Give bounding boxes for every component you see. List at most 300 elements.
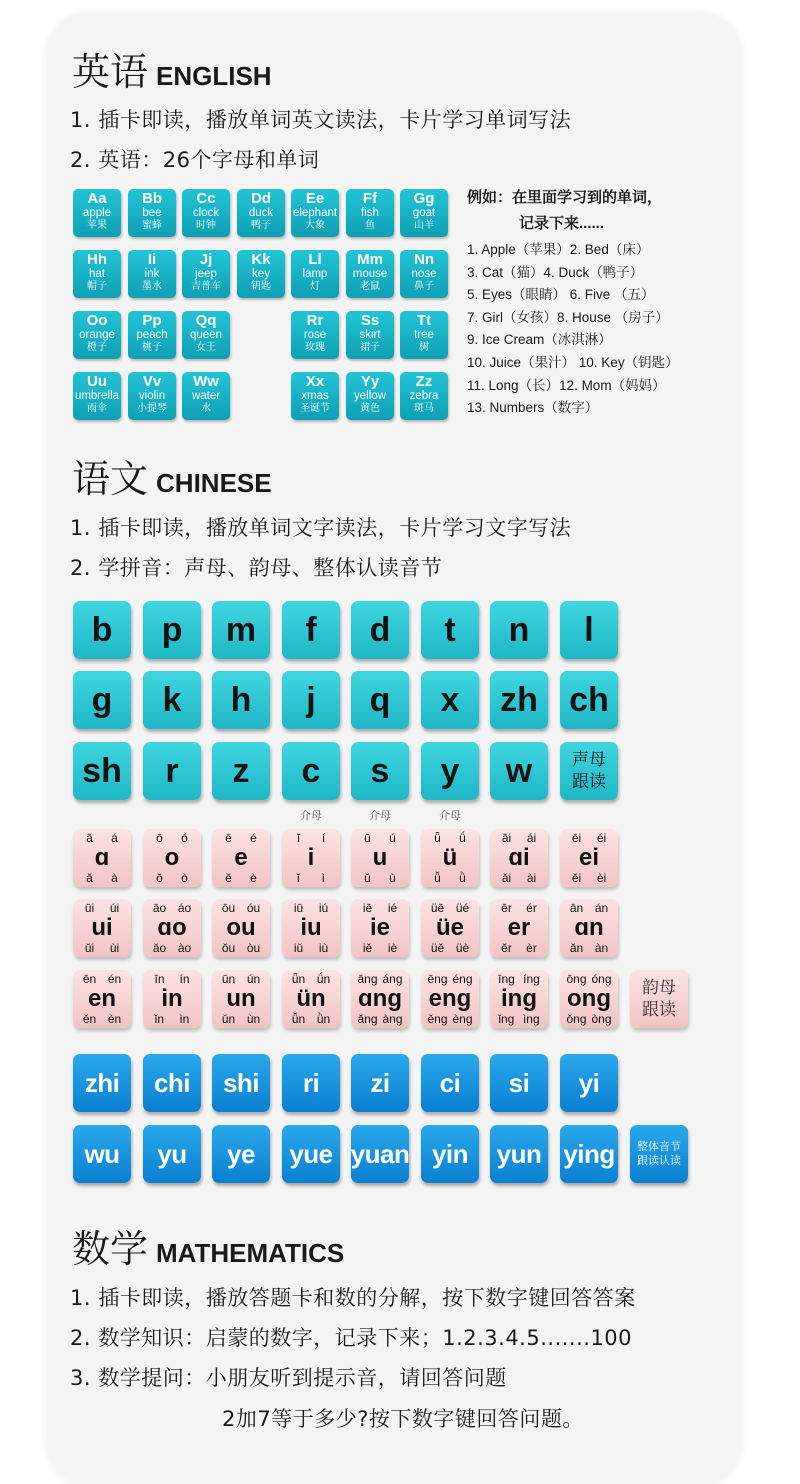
example-item: 3. Cat（猫）4. Duck（鸭子）: [467, 264, 644, 280]
final-tile-i[interactable]: [282, 829, 340, 887]
initial-tile-p[interactable]: p: [143, 601, 201, 659]
final-main: in: [161, 985, 183, 1012]
letter-card-a[interactable]: [73, 189, 121, 237]
letter-card-h[interactable]: [73, 250, 121, 298]
syllable-tile-ye[interactable]: ye: [212, 1125, 270, 1183]
letter-card-d[interactable]: [237, 189, 285, 237]
initial-tile-w[interactable]: w: [490, 742, 548, 800]
final-main: er: [507, 914, 531, 941]
tone-1: ūi: [84, 901, 95, 915]
tone-2: óng: [591, 972, 612, 986]
letter-card-s[interactable]: [346, 311, 394, 359]
syllable-tile-yu[interactable]: yu: [143, 1125, 201, 1183]
letter-card-x[interactable]: [291, 372, 339, 420]
tone-2: án: [594, 901, 609, 915]
tone-4: àn: [594, 941, 609, 955]
letter-card-e[interactable]: [291, 189, 339, 237]
english-line-2: 2. 英语：26个字母和单词: [70, 148, 320, 172]
letter-card-g[interactable]: [400, 189, 448, 237]
chinese-line-2: 2. 学拼音：声母、韵母、整体认读音节: [70, 556, 443, 580]
tone-4: òng: [591, 1012, 612, 1026]
tone-1: ān: [569, 901, 584, 915]
finals-follow-read-tile[interactable]: [630, 970, 688, 1028]
english-section-title: [72, 50, 272, 98]
example-item: 10. Juice（果汁） 10. Key（钥匙）: [467, 354, 679, 370]
letter-card-letter: Ff: [362, 190, 378, 207]
final-main: un: [226, 985, 256, 1012]
syllable-tile-wu[interactable]: wu: [73, 1125, 131, 1183]
letter-card-word: nose: [411, 268, 437, 280]
tone-2: á: [111, 831, 118, 845]
example-item: 5. Eyes（眼睛） 6. Five （五）: [467, 287, 655, 303]
letter-card-letter: Ll: [308, 251, 322, 268]
letter-card-cn: 苹果: [87, 220, 107, 231]
letter-card-word: hat: [89, 268, 105, 280]
syllables-label-line-2: 跟读认读: [637, 1155, 681, 1167]
syllable-tile-ri[interactable]: ri: [282, 1054, 340, 1112]
letter-card-cn: 山羊: [414, 220, 434, 231]
final-tile-ie[interactable]: [351, 899, 409, 957]
tone-2: ér: [526, 901, 537, 915]
letter-card-cn: 时钟: [196, 220, 216, 231]
final-tile-üe[interactable]: [421, 899, 479, 957]
tone-2: ái: [526, 831, 537, 845]
tone-1: ǖ: [434, 831, 441, 845]
final-tones-bottom: [490, 941, 548, 955]
syllable-tile-yi[interactable]: yi: [560, 1054, 618, 1112]
letter-card-cn: 鱼: [365, 220, 375, 231]
final-tile-in[interactable]: [143, 970, 201, 1028]
letter-card-cn: 钥匙: [251, 281, 271, 292]
letter-card-letter: Dd: [251, 190, 271, 207]
tone-2: é: [250, 831, 257, 845]
finals-label-line-2: 跟读: [642, 1000, 676, 1019]
tone-4: ào: [177, 941, 192, 955]
tone-3: ǎ: [86, 871, 93, 885]
tone-2: üé: [455, 901, 470, 915]
initials-follow-read-tile[interactable]: [560, 742, 618, 800]
tone-1: īng: [498, 972, 515, 986]
letter-card-letter: Tt: [416, 312, 432, 329]
letter-card-letter: Bb: [142, 190, 162, 207]
english-title-en: ENGLISH: [156, 61, 272, 91]
final-tile-ɑo[interactable]: [143, 899, 201, 957]
letter-card-cn: 圣诞节: [300, 403, 330, 414]
final-tones-bottom: [73, 941, 131, 955]
initial-tile-m[interactable]: m: [212, 601, 270, 659]
final-tile-ong[interactable]: [560, 970, 618, 1028]
initial-tile-h[interactable]: h: [212, 671, 270, 729]
final-tile-ing[interactable]: [490, 970, 548, 1028]
final-main: u: [372, 844, 388, 871]
tone-4: ùi: [109, 941, 120, 955]
letter-card-cn: 裙子: [360, 342, 380, 353]
letter-card-cn: 水: [201, 403, 211, 414]
tone-3: ǚ: [434, 871, 441, 885]
tone-3: ǔ: [364, 871, 371, 885]
final-tones-bottom: [212, 871, 270, 885]
letter-card-word: water: [191, 390, 221, 402]
letter-card-letter: Cc: [196, 190, 216, 207]
tone-1: iū: [293, 901, 304, 915]
letter-card-cn: 雨伞: [87, 403, 107, 414]
tone-1: ūn: [221, 972, 236, 986]
letter-card-cn: 蜜蜂: [142, 220, 162, 231]
final-tones-bottom: [421, 941, 479, 955]
letter-card-o[interactable]: [73, 311, 121, 359]
letter-card-word: skirt: [359, 329, 381, 341]
english-title-cn: 英语: [72, 50, 149, 94]
letter-card-letter: Uu: [87, 373, 107, 390]
tone-1: ā: [86, 831, 93, 845]
letter-card-word: xmas: [301, 390, 329, 402]
tone-2: í: [321, 831, 326, 845]
tone-1: ēi: [571, 831, 582, 845]
letter-card-cn: 黄色: [360, 403, 380, 414]
letter-card-cn: 吉普车: [191, 281, 221, 292]
tone-3: ǐ: [296, 871, 300, 885]
tone-3: ǚn: [291, 1012, 306, 1026]
final-tile-ɑn[interactable]: [560, 899, 618, 957]
tone-1: ōng: [566, 972, 587, 986]
tone-1: ōu: [221, 901, 236, 915]
final-main: iu: [300, 914, 322, 941]
tone-4: üè: [455, 941, 470, 955]
letter-card-letter: Xx: [305, 373, 325, 390]
letter-card-letter: Nn: [414, 251, 434, 268]
example-item: 9. Ice Cream（冰淇淋）: [467, 332, 612, 348]
tone-3: ǎn: [569, 941, 584, 955]
final-main: ɑn: [574, 914, 604, 941]
final-tones-bottom: [351, 871, 409, 885]
tone-4: ù: [389, 871, 396, 885]
tone-2: éng: [452, 972, 473, 986]
letter-card-n[interactable]: [400, 250, 448, 298]
letter-card-cn: 小提琴: [137, 403, 167, 414]
letter-card-k[interactable]: [237, 250, 285, 298]
initials-label-line-1: 声母: [572, 750, 606, 769]
letter-card-w[interactable]: [182, 372, 230, 420]
letter-card-cn: 鸭子: [251, 220, 271, 231]
letter-card-letter: Kk: [251, 251, 271, 268]
tone-4: iù: [318, 941, 329, 955]
letter-card-cn: 女王: [196, 342, 216, 353]
letter-card-cn: 大象: [305, 220, 325, 231]
initial-tile-c[interactable]: c: [282, 742, 340, 800]
final-tones-bottom: [560, 1012, 618, 1026]
letter-card-letter: Hh: [87, 251, 107, 268]
final-tile-ei[interactable]: [560, 829, 618, 887]
letter-card-p[interactable]: [128, 311, 176, 359]
final-tones-bottom: [143, 871, 201, 885]
letter-card-letter: Zz: [415, 373, 433, 390]
letter-card-letter: Vv: [142, 373, 162, 390]
examples-title-1: 例如：在里面学习到的单词，: [467, 189, 663, 206]
letter-card-word: mouse: [352, 268, 388, 280]
letter-card-word: duck: [248, 207, 274, 219]
letter-card-word: ink: [144, 268, 160, 280]
letter-card-letter: Oo: [86, 312, 108, 329]
tone-2: ié: [387, 901, 398, 915]
tone-4: iè: [387, 941, 398, 955]
syllable-tile-zhi[interactable]: zhi: [73, 1054, 131, 1112]
final-tones-bottom: [282, 941, 340, 955]
final-main: ɑi: [508, 844, 530, 871]
letter-card-f[interactable]: [346, 189, 394, 237]
letter-card-z[interactable]: [400, 372, 448, 420]
tone-3: ě: [225, 871, 232, 885]
initial-tile-b[interactable]: b: [73, 601, 131, 659]
final-tile-ü[interactable]: [421, 829, 479, 887]
final-main: ui: [91, 914, 113, 941]
final-tones-bottom: [421, 1012, 479, 1026]
initial-tile-l[interactable]: l: [560, 601, 618, 659]
final-tile-en[interactable]: [73, 970, 131, 1028]
initial-tile-r[interactable]: r: [143, 742, 201, 800]
letter-card-letter: Jj: [199, 251, 213, 268]
letter-card-cn: 鼻子: [414, 281, 434, 292]
tone-4: òu: [246, 941, 261, 955]
final-main: üe: [435, 914, 464, 941]
tone-2: én: [107, 972, 122, 986]
finals-label-line-1: 韵母: [642, 978, 676, 997]
letter-card-letter: Aa: [87, 190, 107, 207]
syllable-tile-yun[interactable]: yun: [490, 1125, 548, 1183]
letter-card-q[interactable]: [182, 311, 230, 359]
final-main: ɑng: [358, 985, 402, 1012]
tone-1: ō: [156, 831, 163, 845]
syllable-tile-yin[interactable]: yin: [421, 1125, 479, 1183]
final-tones-bottom: [143, 941, 201, 955]
initial-tile-g[interactable]: g: [73, 671, 131, 729]
letter-card-cn: 桃子: [142, 342, 162, 353]
tone-3: iě: [362, 941, 373, 955]
letter-card-letter: Rr: [306, 312, 324, 329]
initial-tile-f[interactable]: f: [282, 601, 340, 659]
tone-2: ín: [179, 972, 190, 986]
initial-tile-x[interactable]: x: [421, 671, 479, 729]
syllable-tile-ci[interactable]: ci: [421, 1054, 479, 1112]
math-title-cn: 数学: [72, 1227, 149, 1271]
chinese-line-1: 1. 插卡即读，播放单词文字读法，卡片学习文字写法: [70, 516, 572, 540]
letter-card-cn: 灯: [310, 281, 320, 292]
letter-card-word: orange: [79, 329, 115, 341]
syllable-tile-yuan[interactable]: yuan: [351, 1125, 409, 1183]
tone-4: ǜ: [459, 871, 466, 885]
final-main: o: [164, 844, 180, 871]
tone-1: īn: [154, 972, 165, 986]
letter-card-word: rose: [303, 329, 327, 341]
final-tile-o[interactable]: [143, 829, 201, 887]
tone-3: ǒ: [156, 871, 163, 885]
tone-3: ěi: [571, 871, 582, 885]
letter-card-r[interactable]: [291, 311, 339, 359]
math-line-4: 2加7等于多少?按下数字键回答问题。: [222, 1407, 584, 1431]
tone-2: ó: [181, 831, 188, 845]
syllable-tile-zi[interactable]: zi: [351, 1054, 409, 1112]
syllable-tile-si[interactable]: si: [490, 1054, 548, 1112]
final-tile-ɑng[interactable]: [351, 970, 409, 1028]
letter-card-i[interactable]: [128, 250, 176, 298]
tone-4: èr: [526, 941, 537, 955]
tone-2: ǘ: [459, 831, 466, 845]
initial-tile-d[interactable]: d: [351, 601, 409, 659]
final-main: eng: [428, 985, 472, 1012]
initial-tile-n[interactable]: n: [490, 601, 548, 659]
math-line-1: 1. 插卡即读，播放答题卡和数的分解，按下数字键回答答案: [70, 1286, 636, 1310]
tone-3: ǐn: [154, 1012, 164, 1026]
final-tile-un[interactable]: [212, 970, 270, 1028]
final-tile-u[interactable]: [351, 829, 409, 887]
final-tones-bottom: [73, 871, 131, 885]
letter-card-letter: Qq: [195, 312, 217, 329]
tone-3: ěr: [501, 941, 512, 955]
tone-2: áo: [177, 901, 192, 915]
tone-1: āi: [501, 831, 512, 845]
tone-2: áng: [382, 972, 403, 986]
tone-4: à: [111, 871, 118, 885]
tone-3: iǔ: [293, 941, 304, 955]
tone-2: óu: [246, 901, 261, 915]
final-tile-ɑi[interactable]: [490, 829, 548, 887]
tone-3: ǎi: [501, 871, 512, 885]
letter-card-word: jeep: [195, 268, 217, 280]
letter-card-m[interactable]: [346, 250, 394, 298]
final-tones-bottom: [560, 871, 618, 885]
final-tile-ɑ[interactable]: [73, 829, 131, 887]
final-tile-er[interactable]: [490, 899, 548, 957]
syllable-tile-chi[interactable]: chi: [143, 1054, 201, 1112]
letter-card-letter: Yy: [360, 373, 380, 390]
tone-2: úi: [109, 901, 120, 915]
letter-card-word: apple: [82, 207, 112, 219]
letter-card-cn: 斑马: [414, 403, 434, 414]
tone-3: ǔn: [221, 1012, 236, 1026]
letter-card-b[interactable]: [128, 189, 176, 237]
tone-4: ìn: [179, 1012, 190, 1026]
final-tones-bottom: [73, 1012, 131, 1026]
tone-1: āo: [152, 901, 167, 915]
syllable-tile-yue[interactable]: yue: [282, 1125, 340, 1183]
tone-3: ǐng: [498, 1012, 515, 1026]
final-tile-ün[interactable]: [282, 970, 340, 1028]
tone-4: èng: [452, 1012, 473, 1026]
tone-4: èi: [596, 871, 607, 885]
letter-card-l[interactable]: [291, 250, 339, 298]
tone-4: ǜn: [316, 1012, 331, 1026]
initial-tile-q[interactable]: q: [351, 671, 409, 729]
letter-card-j[interactable]: [182, 250, 230, 298]
tone-4: èn: [107, 1012, 122, 1026]
initial-tile-y[interactable]: y: [421, 742, 479, 800]
final-tile-e[interactable]: [212, 829, 270, 887]
examples-title-2: 记录下来......: [519, 215, 605, 232]
medial-label: 介母: [369, 809, 391, 822]
tone-4: ò: [181, 871, 188, 885]
letter-card-v[interactable]: [128, 372, 176, 420]
letter-card-cn: 玫瑰: [305, 342, 325, 353]
initial-tile-j[interactable]: j: [282, 671, 340, 729]
tone-4: ùn: [246, 1012, 261, 1026]
final-tones-bottom: [351, 1012, 409, 1026]
letter-card-word: lamp: [302, 268, 328, 280]
final-main: ün: [296, 985, 326, 1012]
syllables-label-line-1: 整体音节: [637, 1141, 681, 1153]
tone-2: ǘn: [316, 972, 331, 986]
tone-4: àng: [382, 1012, 403, 1026]
math-line-3: 3. 数学提问：小朋友听到提示音，请回答问题: [70, 1366, 507, 1390]
final-main: i: [307, 844, 315, 871]
tone-3: ǒu: [221, 941, 236, 955]
initial-tile-zh[interactable]: zh: [490, 671, 548, 729]
final-tile-ui[interactable]: [73, 899, 131, 957]
tone-4: ìng: [522, 1012, 540, 1026]
tone-2: íng: [523, 972, 540, 986]
tone-1: ēn: [82, 972, 97, 986]
letter-card-cn: 老鼠: [360, 281, 380, 292]
final-tile-eng[interactable]: [421, 970, 479, 1028]
letter-card-t[interactable]: [400, 311, 448, 359]
letter-card-word: fish: [361, 207, 379, 219]
initial-tile-t[interactable]: t: [421, 601, 479, 659]
tone-3: ǎng: [357, 1012, 378, 1026]
tone-1: ēng: [427, 972, 448, 986]
syllable-tile-shi[interactable]: shi: [212, 1054, 270, 1112]
final-main: ie: [369, 914, 390, 941]
letter-card-cn: 墨水: [142, 281, 162, 292]
letter-card-c[interactable]: [182, 189, 230, 237]
final-tile-iu[interactable]: [282, 899, 340, 957]
initial-tile-s[interactable]: s: [351, 742, 409, 800]
letter-card-word: violin: [138, 390, 166, 402]
final-tones-bottom: [351, 941, 409, 955]
examples-list: [467, 239, 737, 420]
final-tones-bottom: [421, 871, 479, 885]
english-line-1: 1. 插卡即读，播放单词英文读法，卡片学习单词写法: [70, 108, 572, 132]
final-tones-bottom: [212, 1012, 270, 1026]
letter-card-y[interactable]: [346, 372, 394, 420]
final-tones-bottom: [143, 1012, 201, 1026]
initial-tile-z[interactable]: z: [212, 742, 270, 800]
letter-card-word: elephant: [292, 207, 338, 219]
tone-1: üē: [430, 901, 445, 915]
initials-label-line-2: 跟读: [572, 772, 606, 791]
math-title-en: MATHEMATICS: [156, 1238, 345, 1268]
medial-label: 介母: [300, 809, 322, 822]
final-main: ou: [226, 914, 256, 941]
final-tones-bottom: [490, 1012, 548, 1026]
chinese-title-en: CHINESE: [156, 468, 272, 498]
letter-card-cn: 帽子: [87, 281, 107, 292]
initial-tile-sh[interactable]: sh: [73, 742, 131, 800]
initial-tile-k[interactable]: k: [143, 671, 201, 729]
example-item: 11. Long（长）12. Mom（妈妈）: [467, 377, 666, 393]
initial-tile-ch[interactable]: ch: [560, 671, 618, 729]
medial-label: 介母: [439, 809, 461, 822]
letter-card-word: peach: [136, 329, 168, 341]
tone-3: ǎo: [152, 941, 167, 955]
syllable-tile-ying[interactable]: ying: [560, 1125, 618, 1183]
letter-card-u[interactable]: [73, 372, 121, 420]
final-tile-ou[interactable]: [212, 899, 270, 957]
letter-card-word: umbrella: [74, 390, 120, 402]
tone-1: ǖn: [291, 972, 306, 986]
tone-4: ài: [526, 871, 537, 885]
tone-1: ē: [225, 831, 232, 845]
syllables-follow-read-tile[interactable]: [630, 1125, 688, 1183]
tone-3: ěn: [82, 1012, 97, 1026]
letter-card-letter: Gg: [413, 190, 435, 207]
